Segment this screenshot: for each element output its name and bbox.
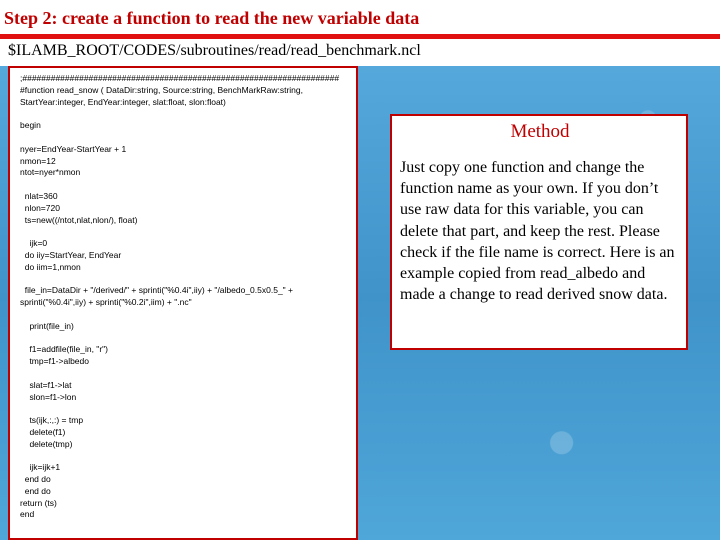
code-line: print(file_in) xyxy=(20,320,74,331)
code-line: end xyxy=(20,509,35,520)
slide-title: Step 2: create a function to read the new variable data xyxy=(4,8,420,28)
code-line: nlat=360 xyxy=(20,190,58,201)
code-line: delete(f1) xyxy=(20,426,66,437)
code-line xyxy=(20,226,348,238)
code-line: slat=f1->lat xyxy=(20,379,72,390)
code-line: begin xyxy=(20,120,41,131)
code-line: slon=f1->lon xyxy=(20,391,77,402)
method-heading: Method xyxy=(510,121,570,142)
code-line: #function read_snow ( DataDir:string, Source:string, BenchMarkRaw:string, xyxy=(20,84,303,95)
code-line: ts(ijk,:,:) = tmp xyxy=(20,415,84,426)
code-line: tmp=f1->albedo xyxy=(20,356,89,367)
code-line: ijk=ijk+1 xyxy=(20,462,61,473)
method-description: Just copy one function and change the function name as your own. If you don’t use raw data for this variable, you can delete that part, and keep the rest. Please check if the file name is correct. Here is an example copied from read_albedo and made a change to read derived snow data. xyxy=(400,159,675,304)
code-line: nlon=720 xyxy=(20,202,60,213)
code-line xyxy=(20,333,348,345)
code-line xyxy=(20,108,348,120)
code-line: do iiy=StartYear, EndYear xyxy=(20,249,122,260)
method-panel xyxy=(390,114,688,350)
code-line: delete(tmp) xyxy=(20,438,73,449)
code-line xyxy=(20,403,348,415)
code-line: sprinti("%0.4i",iiy) + sprinti("%0.2i",iim) + ".nc" xyxy=(20,297,192,308)
code-line xyxy=(20,132,348,144)
code-line: do iim=1,nmon xyxy=(20,261,81,272)
code-line: end do xyxy=(20,474,51,485)
code-line: nyer=EndYear-StartYear + 1 xyxy=(20,143,127,154)
code-line xyxy=(20,309,348,321)
code-line xyxy=(20,179,348,191)
code-line: f1=addfile(file_in, "r") xyxy=(20,344,109,355)
code-line: ;################################################################### xyxy=(20,73,340,83)
code-line: end do xyxy=(20,485,51,496)
code-line: ijk=0 xyxy=(20,238,48,249)
code-panel xyxy=(8,66,358,540)
file-path: $ILAMB_ROOT/CODES/subroutines/read/read_benchmark.ncl xyxy=(8,42,421,59)
code-line: file_in=DataDir + "/derived/" + sprinti("%0.4i",iiy) + "/albedo_0.5x0.5_" + xyxy=(20,285,294,296)
code-line: ts=new((/ntot,nlat,nlon/), float) xyxy=(20,214,138,225)
code-line: return (ts) xyxy=(20,497,57,508)
code-line: nmon=12 xyxy=(20,155,56,166)
code-line xyxy=(20,274,348,286)
code-line xyxy=(20,368,348,380)
code-line: StartYear:integer, EndYear:integer, slat:float, slon:float) xyxy=(20,96,226,107)
code-line xyxy=(20,451,348,463)
code-line: ntot=nyer*nmon xyxy=(20,167,81,178)
